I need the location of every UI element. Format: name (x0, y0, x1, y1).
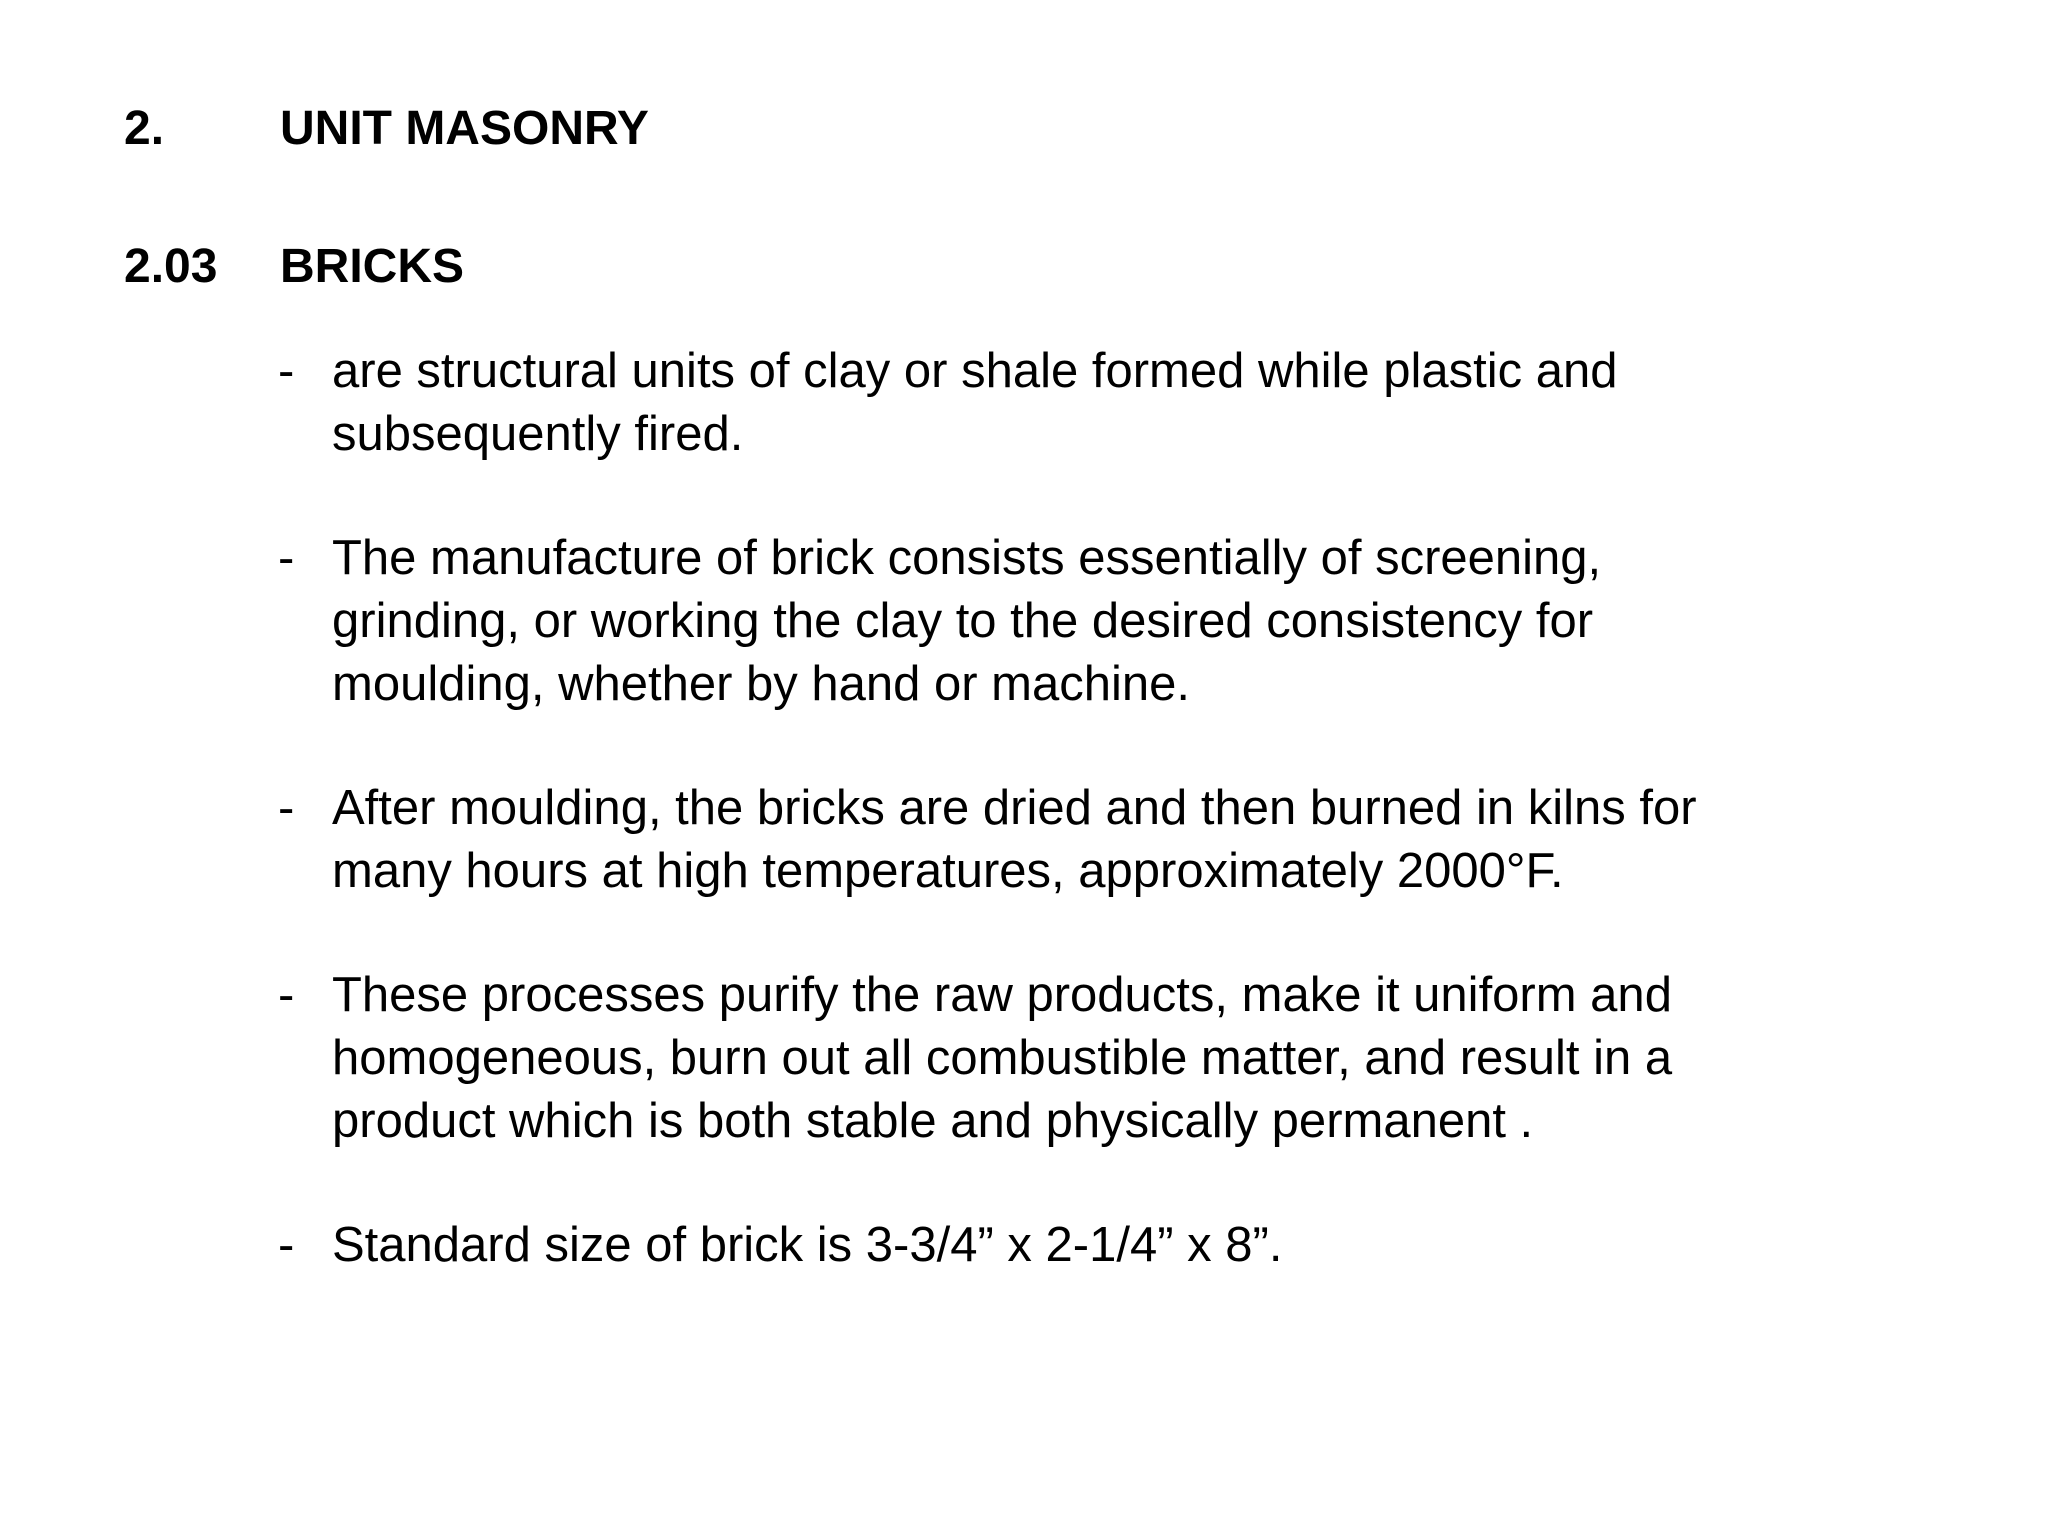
bullet-line: many hours at high temperatures, approximately 2000°F. (332, 844, 1564, 898)
bullet-item (278, 340, 1838, 466)
bullet-line: grinding, or working the clay to the desired consistency for (332, 594, 1594, 648)
bullet-line: Standard size of brick is 3-3/4” x 2-1/4” x 8”. (332, 1218, 1283, 1272)
bullet-marker: - (278, 344, 295, 398)
bullet-list (278, 340, 1838, 1338)
bullet-line: After moulding, the bricks are dried and then burned in kilns for (332, 781, 1697, 835)
bullet-item (278, 527, 1838, 716)
subsection-title: BRICKS (280, 240, 465, 293)
bullet-marker: - (278, 968, 295, 1022)
section-number: 2. (124, 102, 165, 155)
bullet-item (278, 1214, 1838, 1277)
bullet-line: product which is both stable and physically permanent . (332, 1094, 1534, 1148)
subsection-number: 2.03 (124, 240, 218, 293)
bullet-marker: - (278, 531, 295, 585)
bullet-line: are structural units of clay or shale formed while plastic and (332, 344, 1618, 398)
bullet-line: subsequently fired. (332, 407, 744, 461)
bullet-marker: - (278, 1218, 295, 1272)
bullet-line: These processes purify the raw products, make it uniform and (332, 968, 1672, 1022)
bullet-line: moulding, whether by hand or machine. (332, 657, 1191, 711)
bullet-item (278, 777, 1838, 903)
bullet-item (278, 964, 1838, 1153)
bullet-line: homogeneous, burn out all combustible matter, and result in a (332, 1031, 1673, 1085)
bullet-line: The manufacture of brick consists essentially of screening, (332, 531, 1602, 585)
section-title: UNIT MASONRY (280, 102, 649, 155)
bullet-marker: - (278, 781, 295, 835)
